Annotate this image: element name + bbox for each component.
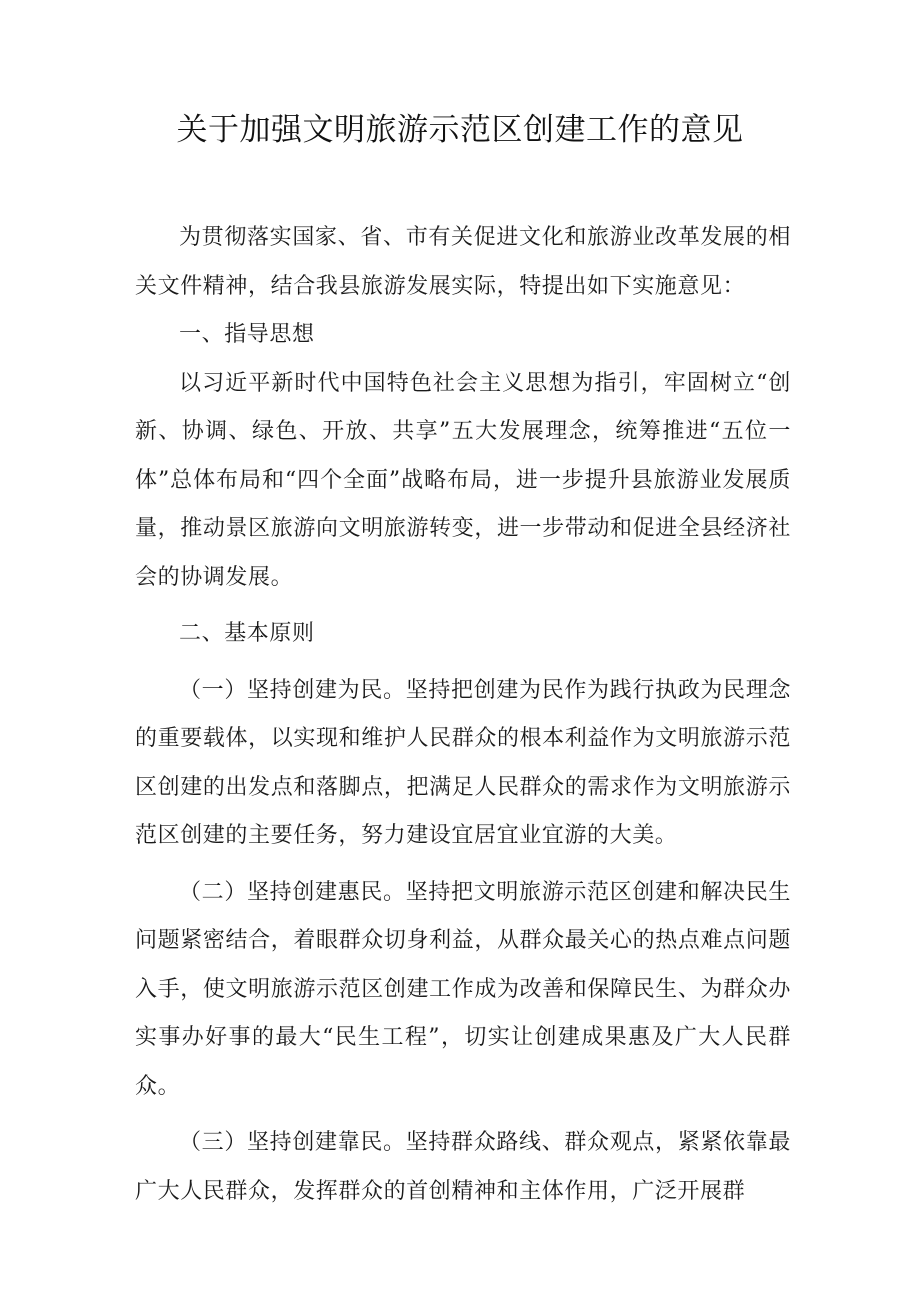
section-heading-guiding-thought: 一、指导思想 [179,322,315,347]
intro-paragraph: 为贯彻落实国家、省、市有关促进文化和旅游业改革发展的相关文件精神，结合我县旅游发展实际，特提出如下实施意见： [135,225,791,299]
guiding-thought-paragraph: 以习近平新时代中国特色社会主义思想为指引，牢固树立“创新、协调、绿色、开放、共享”五大发展理念，统筹推进“五位一体”总体布局和“四个全面”战略布局，进一步提升县旅游业发展质量，推动景区旅游向文明旅游转变，进一步带动和促进全县经济社会的协调发展。 [135,370,791,590]
document-body [135,214,791,1216]
principle-paragraph-2: （二）坚持创建惠民。坚持把文明旅游示范区创建和解决民生问题紧密结合，着眼群众切身利益，从群众最关心的热点难点问题入手，使文明旅游示范区创建工作成为改善和保障民生、为群众办实事办好事的最大“民生工程”，切实让创建成果惠及广大人民群众。 [135,879,791,1099]
section-heading-basic-principles: 二、基本原则 [179,621,315,646]
principle-paragraph-1: （一）坚持创建为民。坚持把创建为民作为践行执政为民理念的重要载体，以实现和维护人民群众的根本利益作为文明旅游示范区创建的出发点和落脚点，把满足人民群众的需求作为文明旅游示范区创建的主要任务，努力建设宜居宜业宜游的大美。 [135,677,791,848]
principle-paragraph-3: （三）坚持创建靠民。坚持群众路线、群众观点，紧紧依靠最广大人民群众，发挥群众的首创精神和主体作用，广泛开展群 [135,1130,791,1204]
document-title: 关于加强文明旅游示范区创建工作的意见 [176,112,744,148]
